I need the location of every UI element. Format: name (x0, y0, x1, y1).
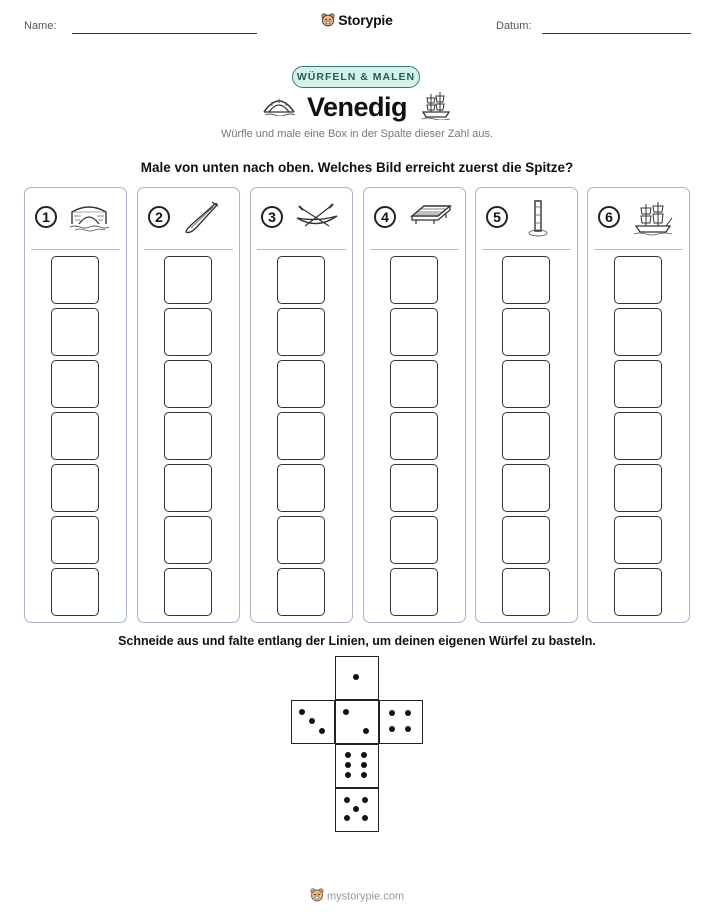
die-face-6 (335, 744, 379, 788)
color-box[interactable] (502, 464, 550, 512)
sailing-ship-icon (632, 200, 674, 241)
ship-decor-icon (420, 90, 452, 125)
color-box[interactable] (51, 568, 99, 616)
date-line (542, 33, 691, 34)
die-face-4 (379, 700, 423, 744)
color-box[interactable] (502, 360, 550, 408)
color-box[interactable] (614, 360, 662, 408)
name-line (72, 33, 257, 34)
color-box[interactable] (51, 516, 99, 564)
color-box[interactable] (277, 308, 325, 356)
column-divider (144, 249, 233, 250)
color-box[interactable] (277, 412, 325, 460)
color-box[interactable] (164, 308, 212, 356)
column-4 (363, 187, 466, 623)
column-number: 4 (374, 206, 396, 228)
gondola-icon (182, 200, 222, 241)
color-box[interactable] (614, 568, 662, 616)
color-box[interactable] (51, 360, 99, 408)
color-box[interactable] (51, 308, 99, 356)
color-box[interactable] (614, 256, 662, 304)
column-divider (482, 249, 571, 250)
color-box[interactable] (277, 464, 325, 512)
raft-icon (408, 200, 452, 237)
bridge-icon (69, 200, 109, 237)
column-divider (31, 249, 120, 250)
die-face-5 (335, 788, 379, 832)
color-box[interactable] (51, 256, 99, 304)
column-number: 5 (486, 206, 508, 228)
color-box[interactable] (51, 412, 99, 460)
color-box[interactable] (390, 464, 438, 512)
mooring-pole-icon (526, 199, 550, 244)
color-box[interactable] (277, 516, 325, 564)
column-3 (250, 187, 353, 623)
color-box[interactable] (164, 360, 212, 408)
column-divider (594, 249, 683, 250)
color-box[interactable] (502, 256, 550, 304)
color-box[interactable] (164, 568, 212, 616)
color-box[interactable] (390, 516, 438, 564)
name-label: Name: (24, 20, 57, 32)
color-box[interactable] (390, 568, 438, 616)
color-box[interactable] (390, 412, 438, 460)
color-box[interactable] (502, 308, 550, 356)
storypie-bear-icon (321, 13, 335, 30)
color-box[interactable] (390, 360, 438, 408)
color-box[interactable] (502, 568, 550, 616)
color-box[interactable] (502, 412, 550, 460)
color-box[interactable] (614, 464, 662, 512)
color-box[interactable] (614, 308, 662, 356)
category-badge: WÜRFELN & MALEN (292, 66, 420, 88)
column-number: 2 (148, 206, 170, 228)
column-6 (587, 187, 690, 623)
column-number: 1 (35, 206, 57, 228)
color-box[interactable] (164, 256, 212, 304)
color-box[interactable] (277, 360, 325, 408)
die-face-3 (291, 700, 335, 744)
page-title: Venedig (306, 92, 408, 122)
date-label: Datum: (496, 20, 532, 32)
cut-instruction: Schneide aus und falte entlang der Linien, um deinen eigenen Würfel zu basteln. (118, 634, 596, 648)
die-face-1 (335, 656, 379, 700)
color-box[interactable] (614, 516, 662, 564)
rowboat-icon (295, 200, 339, 237)
column-5 (475, 187, 578, 623)
column-number: 6 (598, 206, 620, 228)
color-box[interactable] (164, 464, 212, 512)
color-box[interactable] (164, 516, 212, 564)
color-box[interactable] (502, 516, 550, 564)
column-divider (257, 249, 346, 250)
footer (0, 888, 714, 905)
color-box[interactable] (614, 412, 662, 460)
column-2 (137, 187, 240, 623)
footer-url: mystorypie.com (326, 890, 405, 903)
color-box[interactable] (390, 308, 438, 356)
color-box[interactable] (51, 464, 99, 512)
column-1 (24, 187, 127, 623)
color-box[interactable] (277, 568, 325, 616)
color-box[interactable] (390, 256, 438, 304)
column-divider (370, 249, 459, 250)
instruction-text: Male von unten nach oben. Welches Bild erreicht zuerst die Spitze? (140, 160, 574, 175)
brand-name: Storypie (338, 12, 393, 28)
color-box[interactable] (277, 256, 325, 304)
column-number: 3 (261, 206, 283, 228)
die-face-2 (335, 700, 379, 744)
storypie-bear-icon (310, 888, 324, 905)
color-box[interactable] (164, 412, 212, 460)
brand-logo (0, 12, 714, 30)
page-subtitle: Würfle und male eine Box in der Spalte dieser Zahl aus. (220, 128, 494, 140)
